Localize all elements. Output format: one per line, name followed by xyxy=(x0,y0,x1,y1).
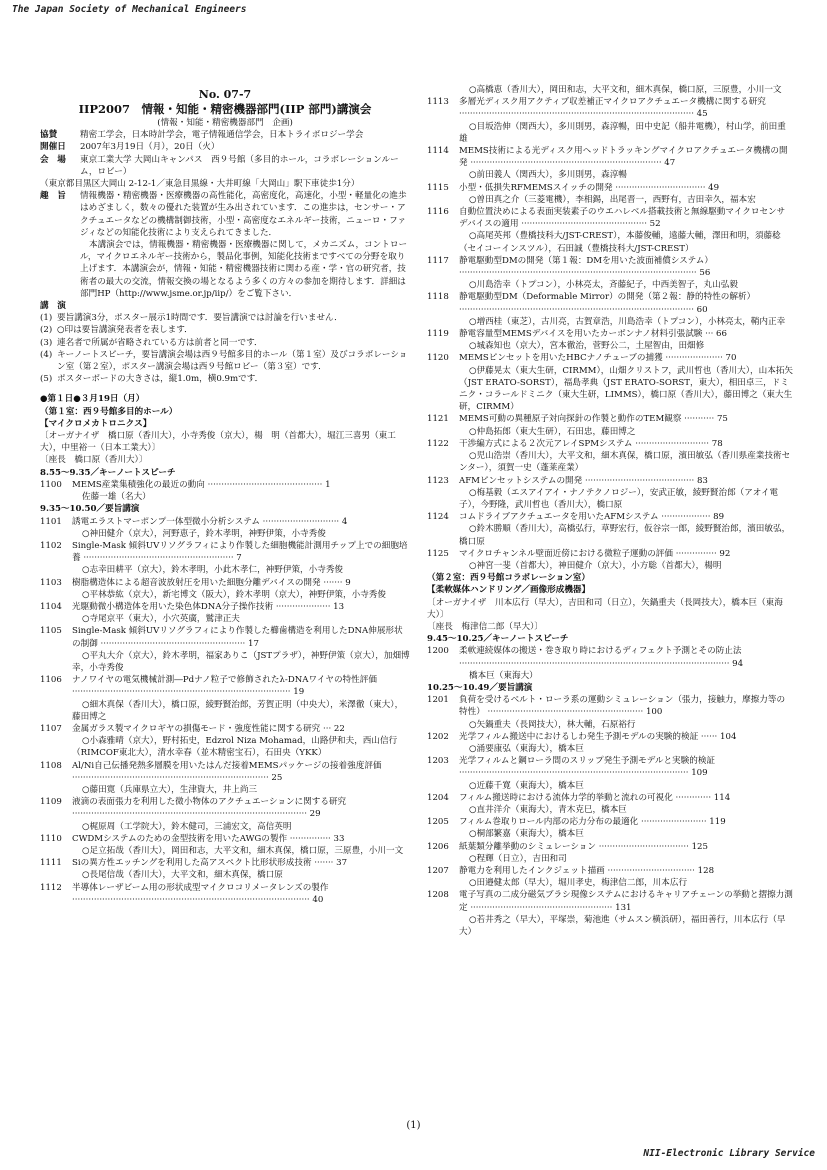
program-entry xyxy=(40,882,410,906)
entry-title: 電子写真の二成分磁気ブラシ現像システムにおけるキャリアチェーンの挙動と摺擦力測定 ···················································· 131 xyxy=(459,890,793,913)
entry-title: 半導体レーザビーム用の形状成型マイクロコリメータレンズの製作 ······················································································· 40 xyxy=(72,882,329,905)
category2-heading: 【柔軟媒体ハンドリング／画像形成機器】 xyxy=(427,585,591,596)
entry-authors: ○増西桂（東芝），古川亮，古賀章浩，川島浩幸（トプコン），小林亮太，鞘内正幸 xyxy=(469,316,786,327)
kyosan-row xyxy=(40,129,410,141)
entry-authors: ○高尾英邦（豊橋技科大/JST-CREST），本藤俊輔，遠藤大輔，澤田和明，須藤稔（セイコーインスツル），石田誠（豊橋技科大/JST-CREST） xyxy=(459,231,781,254)
entry-number: 1120 xyxy=(427,353,449,364)
note-item: (5) ポスターボードの大きさは，縦1.0m，横0.9mです． xyxy=(40,374,264,385)
lecture-notes xyxy=(40,312,410,385)
keynote-entry: 1100 MEMS産業集積強化の最近の動向 ·········································· 1 佐藤一雄（名大） xyxy=(40,479,331,503)
keynote-heading: 8.55～9.35／キーノートスピーチ xyxy=(40,467,176,478)
entry-authors: ○川島浩幸（トプコン），小林亮太，斉藤紀子，中西美智子，丸山弘毅 xyxy=(469,280,738,291)
entry-authors: ○田邉健太郎（早大），堀川孝史，梅津信二郎，川本広行 xyxy=(469,878,688,889)
session-heading: 9.35～10.50／要旨講演 xyxy=(40,504,140,515)
right-entries-2 xyxy=(427,694,793,938)
program-entry xyxy=(40,601,410,625)
program-entry xyxy=(427,792,793,816)
entry-number: 1103 xyxy=(40,577,62,588)
entry-title: マイクロチャンネル壁面近傍における微粒子運動の評価 ··············· 92 xyxy=(459,548,731,559)
entry-title: 誘電エラストマーポンプ一体型微小分析システム ···························· 4 xyxy=(72,516,348,527)
program-entry xyxy=(40,796,410,833)
venue-key: 会 場 xyxy=(40,154,66,165)
date-value: 2007年3月19日（月），20日（火） xyxy=(80,142,220,153)
right-column xyxy=(427,84,793,938)
entry-title: 負荷を受けるベルト・ローラ系の運動シミュレーション（張力，接触力，摩擦力等の特性） ························································· 100 xyxy=(459,695,786,718)
program-entry xyxy=(427,511,793,548)
program-entry xyxy=(40,833,410,857)
note-item: (2) ○印は要旨講演発表者を表します． xyxy=(40,325,193,336)
entry-number: 1118 xyxy=(427,292,449,303)
program-entry xyxy=(40,540,410,577)
entry-title: ナノワイヤの電気機械計測―Pdナノ粒子で修飾されたλ-DNAワイヤの特性評価 ················································································ 19 xyxy=(72,675,377,698)
entry-authors: ○直井洋介（東海大），青木克巳，橋本巨 xyxy=(469,804,627,815)
entry-title: 金属ガラス製マイクロギヤの損傷モード・強度性能に関する研究 ··· 22 xyxy=(72,723,345,734)
entry-title: 多層光ディスク用アクティブ収差補正マイクロアクチュエータ機構に関する研究 ······················································································ 45 xyxy=(459,97,766,120)
note-item: (4) キーノートスピーチ，要旨講演会場は西９号館多目的ホール（第１室）及びコラボレーション室（第２室），ポスター講演会場は西９号館ロビー（第３室）です． xyxy=(40,349,408,373)
entry-authors: ○伊藤晃太（東大生研，CIRMM），山畑クリストフ，武川哲也（香川大），山本拓矢（JST ERATO-SORST），福島孝典（JST ERATO-SORST，東大），相田卓三，ドミニク・コラールドミニク（東大生研，LIMMS），橋口原（香川大），藤田博之（東大生研，CIRMM） xyxy=(459,365,794,413)
entry-number: 1113 xyxy=(427,97,449,108)
entry-title: 光学フィルム搬送中におけるしわ発生予測モデルの実験的検証 ······ 104 xyxy=(459,731,737,742)
entry-authors: ○若井秀之（早大），平塚崇，菊池進（サムスン横浜研），福田善行，川本広行（早大） xyxy=(459,914,786,938)
entry-number: 1207 xyxy=(427,866,449,876)
entry-number: 1112 xyxy=(40,882,62,893)
doc-number: No. 07-7 xyxy=(198,88,252,101)
doc-title: IIP2007 情報・知能・精密機器部門(IIP 部門)講演会 xyxy=(78,102,372,116)
entry-authors: ○鈴木勝順（香川大），高橋弘行，草野宏行，仮谷宗一郎，綾野賢治郎，濱田敏弘，橋口原 xyxy=(459,524,791,547)
keynote2-entry: 1200 柔軟連続媒体の搬送・巻き取り時におけるディフェクト予測とその防止法 ··································································································· 94 橋本巨（東海大） xyxy=(427,646,744,681)
entry-authors: ○藤田寛（兵庫県立大），生津資大，井上尚三 xyxy=(82,784,258,795)
continued-authors: ○高橋恵（香川大），岡田和志，大平文和，細木真保，橋口原，三原豊，小川一文 xyxy=(469,85,782,95)
room1-heading: （第１室：西９号館多目的ホール） xyxy=(40,406,178,417)
purpose-text-2: 本講演会では，情報機器・精密機器・医療機器に関して，メカニズム，コントロール，マイクロエネルギー技術から，製品化事例，知能化技術まですべての分野を取り上げます．本講演会が，情報・知能・精密機器技術に関わる産・学・官の研究者，技術者の最大の交流，情報交換の場となるよう多くの方々の参加を期待します．詳細は部門HP（http://www.jsme.or.jp/iip/）をご覧下さい． xyxy=(80,240,408,299)
entry-title: フィルム搬送時における流体力学的挙動と流れの可視化 ············· 114 xyxy=(459,792,731,803)
entry-authors: ○神宮一斐（首都大），神田健介（京大），小方聡（首都大），楊明 xyxy=(469,560,722,571)
entry-authors: ○矢鍋重夫（長岡技大），林大輔，石原裕行 xyxy=(469,719,636,730)
note-item: (3) 連名者で所属が省略されている方は前者と同一です． xyxy=(40,337,263,348)
entry-authors: ○前田義人（関西大），多川則男，森淳暢 xyxy=(469,170,627,181)
program-entry xyxy=(427,841,793,865)
program-entry xyxy=(427,755,793,792)
entry-number: 1115 xyxy=(427,182,449,193)
program-entry xyxy=(427,255,793,292)
venue-value: 東京工業大学 大岡山キャンパス 西９号館（多目的ホール，コラボレーションルーム，ロビー） xyxy=(80,154,399,177)
venue-row xyxy=(40,154,410,178)
purpose-key: 趣 旨 xyxy=(40,191,66,202)
entry-title: 自動位置決めによる表面実装素子のウエハレベル搭載技術と無線駆動マイクロセンサデバイスの適用 ·············································· 52 xyxy=(459,207,786,230)
entry-authors: ○目坂浩伸（関西大），多川則男，森淳暢，田中史記（船井電機），村山学，前田重雄 xyxy=(459,121,786,144)
left-entries xyxy=(40,516,410,907)
entry-number: 1206 xyxy=(427,841,449,852)
entry-number: 1111 xyxy=(40,858,62,869)
keynote2-heading: 9.45～10.25／キーノートスピーチ xyxy=(427,634,569,645)
entry-title: Al/Ni自己伝播発熱多層膜を用いたはんだ接着MEMSパッケージの接着強度評価 ········································································ 25 xyxy=(72,760,382,783)
session2-heading: 10.25～10.49／要旨講演 xyxy=(427,682,533,693)
entry-number: 1203 xyxy=(427,756,449,767)
program-entry xyxy=(427,328,793,352)
entry-title: Siの異方性エッチングを利用した高アスペクト比形状形成技術 ······· 37 xyxy=(72,858,348,869)
entry-authors: ○桐部繁嘉（東海大），橋本巨 xyxy=(469,829,584,840)
program-entry xyxy=(427,182,793,206)
entry-number: 1102 xyxy=(40,540,62,551)
program-entry xyxy=(427,865,793,889)
venue-address: （東京都目黒区大岡山 2-12-1／東急目黒線・大井町線「大岡山」駅下車徒歩1分） xyxy=(40,179,360,190)
entry-number: 1202 xyxy=(427,731,449,742)
entry-number: 1124 xyxy=(427,512,449,523)
entry-number: 1205 xyxy=(427,817,449,828)
journal-header: The Japan Society of Mechanical Engineers xyxy=(12,4,247,15)
entry-number: 1204 xyxy=(427,792,449,803)
entry-number: 1119 xyxy=(427,329,449,340)
entry-title: 樹脂構造体による超音波放射圧を用いた細胞分離デバイスの開発 ······· 9 xyxy=(72,577,351,588)
program-entry xyxy=(427,475,793,512)
entry-authors: ○寺尾京平（東大），小穴英廣，鷲津正夫 xyxy=(82,614,240,625)
entry-number: 1114 xyxy=(427,146,449,157)
entry-number: 1116 xyxy=(427,207,449,218)
kyosan-key: 協賛 xyxy=(40,130,58,141)
program-entry xyxy=(40,577,410,601)
program-entry xyxy=(427,352,793,413)
entry-authors: ○仲島拓郎（東大生研），石田忠，藤田博之 xyxy=(469,426,636,437)
program-entry xyxy=(427,731,793,755)
entry-authors: ○近藤千寛（東海大），橋本巨 xyxy=(469,780,584,791)
entry-authors: ○児山浩崇（香川大），大平文和，細木真保，橋口原，濱田敏弘（香川県産業技術センター），須賀一史（蓬莱産業） xyxy=(459,451,791,474)
date-key: 開催日 xyxy=(40,142,66,153)
entry-number: 1106 xyxy=(40,675,62,686)
program-entry xyxy=(40,857,410,881)
entry-title: Single-Mask 傾斜UVリソグラフィにより作製した櫛歯構造を利用したDNA伸展形状の制御 ····················································· 17 xyxy=(72,626,403,649)
date-row xyxy=(40,141,410,153)
entry-authors: ○平丸大介（京大），鈴木孝明，福家ありこ（JSTプラザ），神野伊策（京大），加畑博幸，小寺秀俊 xyxy=(72,650,410,673)
entry-number: 1109 xyxy=(40,797,62,808)
entry-authors: ○小森雅晴（京大），野村拓史，Edzrol Niza Mohamad，山路伊和夫，西山信行（RIMCOF東北大），清水幸春（並木精密宝石），石田央（YKK） xyxy=(72,736,398,759)
entry-title: 液滴の表面張力を利用した微小物体のアクチュエーションに関する研究 ······················································································ 29 xyxy=(72,797,347,820)
program-entry xyxy=(427,291,793,328)
entry-number: 1108 xyxy=(40,760,62,771)
category-heading: 【マイクロメカトロニクス】 xyxy=(40,418,152,429)
entry-title: 静電駆動型DMの開発（第１報：DMを用いた波面補償システム） ······················································································· 56 xyxy=(459,255,713,279)
entry-number: 1101 xyxy=(40,516,62,527)
entry-number: 1107 xyxy=(40,723,62,734)
program-entry xyxy=(427,145,793,182)
purpose-text-1: 情報機器・精密機器・医療機器の高性能化，高密度化，高速化，小型・軽量化の進歩はめざましく，数々の優れた装置が生み出されています．この進歩は，センサー・アクチュエータなどの機構制御技術，小型・高密度なエネルギー技術，ニューロ・ファジィなどの知能化技術により支えられてきました． xyxy=(80,191,407,238)
entry-authors: ○足立拓哉（香川大），岡田和志，大平文和，細木真保，橋口原，三原豊，小川一文 xyxy=(82,845,404,856)
program-entry xyxy=(427,889,793,938)
entry-authors: ○涌要康弘（東海大），橋本巨 xyxy=(469,743,584,754)
entry-title: CWDMシステムのための金型技術を用いたAWGの製作 ··············· 33 xyxy=(72,833,345,844)
organizers: 〔オーガナイザ 橋口原（香川大），小寺秀俊（京大），楊 明（首都大），堀江三喜男（東工大），中里裕一（日本工業大）〕 xyxy=(40,431,396,454)
program-entry xyxy=(427,206,793,255)
entry-authors: ○平林恭紘（京大），新宅博文（阪大），鈴木孝明（京大），神野伊策，小寺秀俊 xyxy=(82,589,386,600)
program-entry xyxy=(427,96,793,145)
program-entry xyxy=(40,625,410,674)
entry-authors: ○長尾信哉（香川大），大平文和，細木真保，橋口原 xyxy=(82,870,283,881)
note-item: (1) 要旨講演3分，ポスター展示1時間です．要旨講演では討論を行いません． xyxy=(40,313,343,324)
program-entry xyxy=(40,674,410,723)
doc-subtitle: (情報・知能・精密機器部門 企画) xyxy=(157,118,293,128)
entry-number: 1123 xyxy=(427,475,449,486)
entry-number: 1110 xyxy=(40,833,62,844)
program-entry xyxy=(40,760,410,797)
program-entry xyxy=(427,548,793,572)
entry-title: 紙葉類分離挙動のシミュレーション ································· 125 xyxy=(459,841,708,852)
lecture-row xyxy=(40,300,410,312)
left-column xyxy=(40,88,410,906)
entry-number: 1201 xyxy=(427,695,449,706)
entry-authors: ○志幸田耕平（京大），鈴木孝明，小此木孝仁，神野伊策，小寺秀俊 xyxy=(82,565,344,576)
entry-authors: ○梶原周（工学院大），鈴木健司，三浦宏文，高信英明 xyxy=(82,821,292,832)
right-entries-1 xyxy=(427,96,793,572)
program-entry xyxy=(427,816,793,840)
entry-authors: ○細木真保（香川大），橋口原，綾野賢治郎，芳賀正明（中央大），米澤徹（東大），藤田博之 xyxy=(72,699,404,722)
entry-title: 静電容量型MEMSデバイスを用いたカーボンナノ材料引張試験 ··· 66 xyxy=(459,329,727,340)
entry-number: 1125 xyxy=(427,548,449,559)
entry-number: 1208 xyxy=(427,890,449,901)
entry-title: 小型・低損失RFMEMSスイッチの開発 ································· 49 xyxy=(459,182,720,193)
chair2: 〔座長 梅津信二郎（早大）〕 xyxy=(427,621,544,632)
entry-title: コムドライブアクチュエータを用いたAFMシステム ·················· 89 xyxy=(459,512,725,523)
page-number: (1) xyxy=(406,1120,421,1131)
entry-number: 1105 xyxy=(40,626,62,637)
purpose-row xyxy=(40,190,410,239)
program-entry xyxy=(427,694,793,731)
entry-authors: ○曽田真之介（三菱電機），李相錫，出尾晋一，西野有，吉田幸久，福本宏 xyxy=(469,194,756,205)
entry-authors: ○城森知也（京大），宮本徹治，菅野公二，土屋智由，田畑修 xyxy=(469,341,705,352)
entry-authors: ○程輝（日立），吉田和司 xyxy=(469,853,567,864)
program-entry xyxy=(40,723,410,760)
kyosan-value: 精密工学会，日本時計学会，電子情報通信学会，日本トライボロジー学会 xyxy=(80,130,364,141)
program-entry xyxy=(427,413,793,437)
room2-heading: （第２室：西９号館コラボレーション室） xyxy=(427,573,590,584)
day1-heading: ●第１日●３月19日（月） xyxy=(40,394,145,405)
library-footer: NII-Electronic Library Service xyxy=(643,1147,815,1159)
program-entry xyxy=(427,438,793,475)
lecture-key: 講 演 xyxy=(40,301,66,312)
program-entry xyxy=(40,516,410,540)
organizers2: 〔オーガナイザ 川本広行（早大），吉田和司（日立），矢鍋重夫（長岡技大），橋本巨（東海大）〕 xyxy=(427,597,783,620)
entry-number: 1121 xyxy=(427,414,449,425)
entry-title: 静電力を利用したインクジェット描画 ································ 128 xyxy=(459,866,715,876)
entry-title: 光学フィルムと鋼ローラ間のスリップ発生予測モデルと実験的検証 ···················································································· 109 xyxy=(459,756,716,779)
entry-number: 1122 xyxy=(427,438,449,449)
entry-title: 光駆動微小構造体を用いた染色体DNA分子操作技術 ···················· 13 xyxy=(72,601,345,612)
entry-number: 1117 xyxy=(427,255,449,266)
entry-title: MEMSピンセットを用いたHBCナノチューブの捕獲 ····················· 70 xyxy=(459,353,737,364)
entry-authors: ○梅基毅（エスアイアイ・ナノテクノロジー），安武正敏，綾野賢治郎（アオイ電子），今野隆，武川哲也（香川大），橋口原 xyxy=(459,487,779,510)
entry-title: MEMS技術による光ディスク用ヘッドトラッキングマイクロアクチュエータ機構の開発 ······································································ 47 xyxy=(459,146,788,169)
entry-title: AFMピンセットシステムの開発 ········································ 83 xyxy=(459,475,708,486)
entry-title: MEMS可動の異種原子対向探針の作製と動作のTEM観察 ··········· 75 xyxy=(459,414,728,425)
entry-number: 1104 xyxy=(40,601,62,612)
entry-title: 干渉編方式による２次元アレイSPMシステム ··························· 78 xyxy=(459,438,723,449)
entry-title: フィルム巻取りロール内部の応力分布の最適化 ························ 119 xyxy=(459,817,726,828)
entry-title: Single-Mask 傾斜UVリソグラフィにより作製した細胞機能計測用チップ上での細胞培養 ······················································· 7 xyxy=(72,540,408,564)
entry-title: 静電駆動型DM（Deformable Mirror）の開発（第２報：静的特性の解析） ······················································································ 60 xyxy=(459,292,756,315)
entry-authors: ○神田健介（京大），河野恵子，鈴木孝明，神野伊策，小寺秀俊 xyxy=(82,528,326,539)
chair: 〔座長 橋口原（香川大）〕 xyxy=(40,455,148,466)
